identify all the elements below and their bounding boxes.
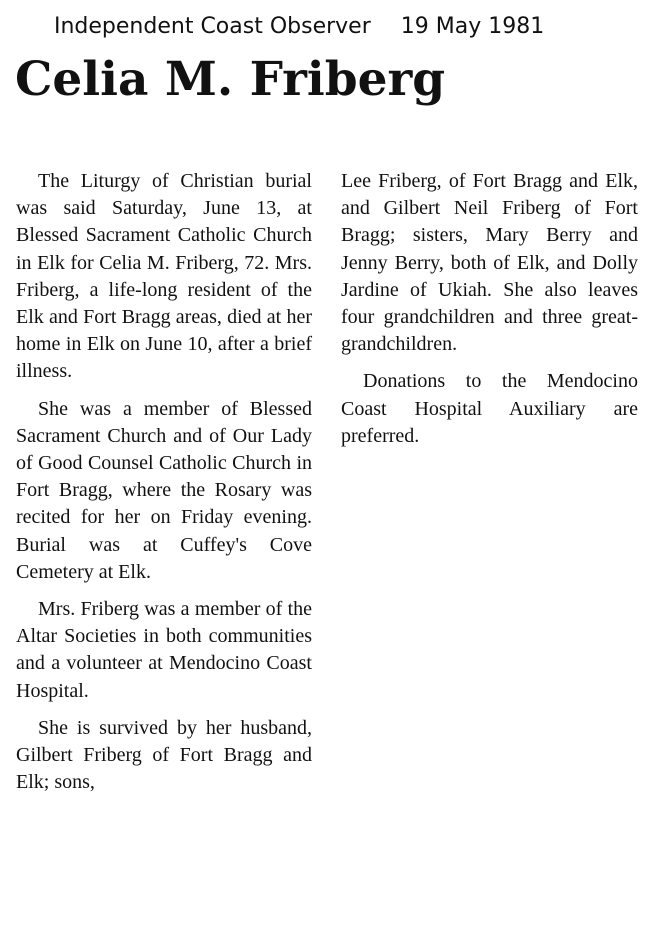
paragraph-altar-societies: Mrs. Friberg was a member of the Altar Societies in both communities and a volunteer at Mendocino Coast Hospital.: [16, 598, 312, 702]
obituary-headline: Celia M. Friberg: [15, 52, 446, 107]
masthead: [54, 12, 614, 42]
paragraph-liturgy: The Liturgy of Christian burial was said Saturday, June 13, at Blessed Sacrament Catholic Church in Elk for Celia M. Friberg, 72. Mrs. Friberg, a life-long resident of the Elk and Fort Bragg areas, died at her home in Elk on June 10, after a brief illness.: [16, 170, 312, 383]
paragraph-survivors-continued: Lee Friberg, of Fort Bragg and Elk, and Gilbert Neil Friberg of Fort Bragg; sisters, Mary Berry and Jenny Berry, both of Elk, and Dolly Jardine of Ukiah. She also leaves four grandchildren and three greatgrandchildren.: [341, 170, 638, 356]
publication-date: 19 May 1981: [400, 14, 545, 39]
article-column-left: [16, 168, 312, 806]
publication-name: Independent Coast Observer: [54, 14, 371, 39]
article-column-right: [341, 168, 638, 460]
paragraph-donations: Donations to the Mendocino Coast Hospital Auxiliary are preferred.: [341, 370, 638, 447]
paragraph-church-membership: She was a member of Blessed Sacrament Church and of Our Lady of Good Counsel Catholic Church in Fort Bragg, where the Rosary was recited for her on Friday evening. Burial was at Cuffey's Cove Cemetery at Elk.: [16, 397, 312, 583]
paragraph-survivors: She is survived by her husband, Gilbert Friberg of Fort Bragg and Elk; sons,: [16, 716, 312, 794]
